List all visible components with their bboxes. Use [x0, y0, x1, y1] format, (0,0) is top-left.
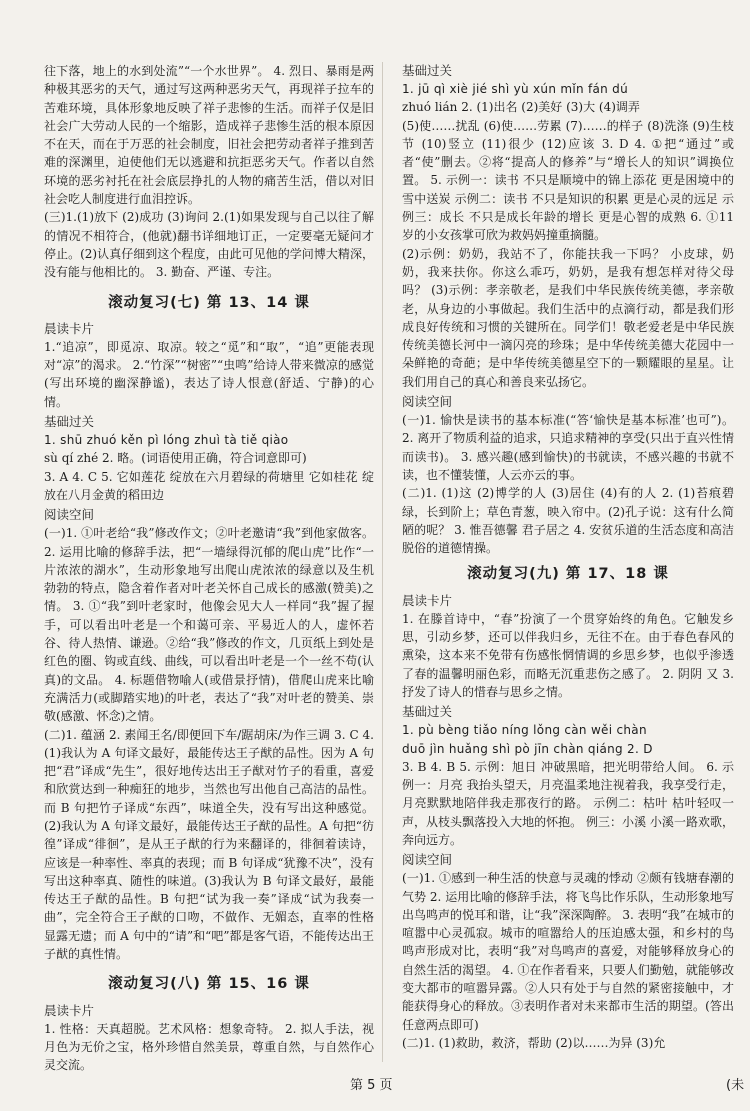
intro-paragraph-2: (三)1.(1)放下 (2)成功 (3)询问 2.(1)如果发现与自己以往了解的情况不相符合，(他就)翻书详细地订正，一定要毫无疑问才停止。(2)认真仔细到这个程度，由此可见他的学问博大精深，没有能与他相比的。 3. 勤奋、严谨、专注。	[44, 210, 374, 280]
morning-card-label: 晨读卡片	[44, 320, 95, 336]
basic-label: 基础过关	[402, 63, 453, 78]
left-column	[44, 62, 374, 1073]
basic-text: 3. B 4. B 5. 示例：旭日 冲破黑暗，把光明带给人间。 6. 示例一：月亮 我抬头望天，月亮温柔地注视着我，我享受行走，月亮默默地陪伴我走那夜行的路。 示例二：枯叶 枯叶轻叹一声，从枝头飘落投入大地的怀抱。 例三：小溪 小溪一路欢歌，奔向远方。	[402, 759, 734, 847]
right-column	[402, 62, 734, 1053]
pinyin-line: 1. jū qì xiè jié shì yù xún mǐn fán dú	[402, 82, 628, 96]
pinyin-line: 1. pù bèng tiǎo níng lǒng càn wěi chàn	[402, 723, 647, 738]
basic-label: 基础过关	[44, 414, 95, 430]
section-title-9: 滚动复习(九) 第 17、18 课	[467, 566, 669, 583]
morning-card-text: 1. 性格：天真超脱。艺术风格：想象奇特。 2. 拟人手法，视月色为无价之宝，格外珍惜自然美景，尊重自然，与自然作心灵交流。	[44, 1021, 374, 1073]
morning-card-label: 晨读卡片	[44, 1002, 95, 1018]
reading-label: 阅读空间	[402, 394, 453, 410]
page-number: 第 5 页	[350, 1078, 393, 1093]
basic-text: (2)示例：奶奶，我站不了，你能扶我一下吗？ 小皮球，奶奶，我来扶你。你这么乖巧，奶奶，是我有想怎样对待父母吗？ (3)示例：孝亲敬老，是我们中华民族传统美德，孝亲敬老，从身边的小事做起。我们生活中的点滴行动，都是我们形成良好传统和习惯的关键所在。同学们！敬老爱老是中华民族传统美德长河中一滴闪亮的珍珠；是中华传统美德大花园中一朵鲜艳的奇葩；是中华传统美德星空下的一颗耀眼的星星。让我们用自己的真心和善良来弘扬它。	[402, 246, 734, 389]
basic-text: (5)使……扰乱 (6)使……劳累 (7)……的样子 (8)洗涤 (9)生枝节 (10)竖立 (11)很少 (12)应该 3. D 4. ①把“通过”或者“使”删去。②将“提高人的修养”与“增长人的知识”调换位置。 5. 示例一：读书 不只是顺境中的锦上添花 更是困境中的雪中送炭 示例二：读书 不只是知识的积累 更是心灵的远足 示例三：成长 不只是成长年龄的增长 更是心智的成熟 6. ①11 岁的小女孩掌可欣为救妈妈撞重摘髓。	[402, 118, 734, 243]
pinyin-line: zhuó lián 2. (1)出名 (2)美好 (3)大 (4)调弄	[402, 100, 640, 115]
pinyin-line: sù qí zhé 2. 略。(词语使用正确，符合词意即可)	[44, 451, 307, 466]
morning-card-text: 1. 在滕首诗中，“春”扮演了一个贯穿始终的角色。它触发乡思，引动乡梦，还可以伴我归乡，无往不在。由于春色春风的熏染，这本来不免带有伤感怅惘情调的乡思乡梦，也似乎渗透了春的温馨明丽色彩，而略无沉重悲伤之感了。 2. 阴阴 又 3. 抒发了诗人的惜春与思乡之情。	[402, 611, 734, 699]
reading-part2: (二)1. (1)这 (2)博学的人 (3)居住 (4)有的人 2. (1)苔痕碧绿，长到阶上；草色青葱，映入帘中。(2)孔子说：这有什么简陋的呢？ 3. 惟吾德馨 君子居之 4. 安贫乐道的生活态度和高洁脱俗的道德情操。	[402, 486, 734, 556]
reading-text: (一)1. ①感到一种生活的快意与灵魂的悸动 ②颇有钱塘春潮的气势 2. 运用比喻的修辞手法，将飞鸟比作乐队，生动形象地写出鸟鸣声的悦耳和谐，让“我”深深陶醉。 3. 表明“我”在城市的喧嚣中心灵孤寂。城市的喧嚣给人的压迫感太强，和乡村的鸟鸣声形成对比，表明“我”对鸟鸣声的喜爱，对能够释放身心的自然生活的渴望。 4. ①在作者看来，只要人们勤勉，就能够改变大都市的喧嚣异露。②人只有处于与自然的紧密接触中，才能获得身心的释放。③表明作者对未来都市生活的期望。(答出任意两点即可)	[402, 871, 734, 1032]
reading-label: 阅读空间	[402, 852, 453, 868]
reading-label: 阅读空间	[44, 507, 95, 523]
morning-card-text: 1.“追凉”，即觅凉、取凉。较之“觅”和“取”，“追”更能表现对“凉”的渴求。 2.“竹深”“树密”“虫鸣”给诗人带来微凉的感觉(写出环境的幽深静谧)，表达了诗人恨意(舒适、宁静)的心情。	[44, 339, 374, 409]
morning-card-label: 晨读卡片	[402, 592, 453, 608]
pinyin-line: duō jìn huǎng shì pò jīn chàn qiáng 2. D	[402, 741, 653, 756]
basic-text: 3. A 4. C 5. 它如莲花 绽放在六月碧绿的荷塘里 它如桂花 绽放在八月金黄的稻田边	[44, 469, 374, 502]
reading-part2: (二)1. 蕴涵 2. 素闻王名/即便回下车/踞胡床/为作三调 3. C 4. (1)我认为 A 句译文最好，最能传达王子猷的品性。因为 A 句把“君”译成“先生”，很好地传达出王子猷对竹子的看重，喜爱和欣赏达到一种痴狂的地步，当然也写出他自己高洁的品性。而 B 句把竹子译成“东西”，味道全失，没有写出这种感觉。(2)我认为 A 句译文最好，最能传达王子猷的品性。A 句把“彷徨”译成“徘徊”，是从王子猷的行为来翻译的，徘徊着读诗，应该是一种率性、率真的表现；而 B 句译成“犹豫不决”，没有写出这种率真、随性的味道。(3)我认为 B 句译文最好，最能传达王子猷的品性。B 句把“试为我一奏”译成“试为我奏一曲”，完全符合王子猷的口吻，不做作、无媚态，直率的性格显露无遗；而 A 句中的“请”和“吧”都是客气语，不能传达出王子猷的真性情。	[44, 727, 374, 962]
section-title-8: 滚动复习(八) 第 15、16 课	[108, 976, 310, 993]
continued-marker: (未	[726, 1078, 745, 1093]
section-title-7: 滚动复习(七) 第 13、14 课	[108, 294, 310, 311]
reading-text: (一)1. 愉快是读书的基本标准(“答‘愉快是基本标准’也可”)。 2. 离开了物质利益的追求，只追求精神的享受(只出于直兴性情而读书)。 3. 感兴趣(感到愉快)的书就读，不感兴趣的书就不读，也不懂装懂，人云亦云的事。	[402, 413, 734, 482]
column-divider	[382, 62, 383, 1062]
pinyin-line: 1. shū zhuó kěn pì lóng zhuì tà tiě qiào	[44, 433, 289, 448]
basic-label: 基础过关	[402, 704, 453, 720]
reading-part2: (二)1. (1)救助，救济，帮助 (2)以……为异 (3)允	[402, 1035, 666, 1050]
page-footer	[0, 1074, 750, 1098]
reading-text: (一)1. ①叶老给“我”修改作文；②叶老邀请“我”到他家做客。 2. 运用比喻的修辞手法，把“一墙绿得沉郁的爬山虎”比作“一片浓浓的湖水”，生动形象地写出爬山虎浓浓的绿意以及生机勃勃的特点，隐含着作者对叶老关怀自己成长的感激(赞美)之情。 3. ①“我”到叶老家时，他像会见大人一样同“我”握了握手，可以看出叶老是一个和蔼可亲、平易近人的人，虚怀若谷、待人热情、谦逊。②给“我”修改的作文，几页纸上到处是红色的圈、钩或直线、曲线，可以看出叶老是一个一丝不苟(认真)的文品。 4. 标题借物喻人(或借景抒情)，借爬山虎来比喻充满活力(或脚踏实地)的叶老，表达了“我”对叶老的赞美、崇敬(感激、怀念)之情。	[44, 526, 374, 724]
intro-paragraph-1: 往下落，地上的水到处流”“一个水世界”。 4. 烈日、暴雨是两种极其恶劣的天气，通过写这两种恶劣天气，再现祥子拉车的苦难环境，具体形象地反映了祥子悲惨的生活。而祥子仅是旧社会广大劳动人民的一个缩影，造成祥子悲惨生活的根本原因不在天，而在于万恶的社会制度，旧社会把劳动者祥子推到苦难的深渊里，迫使他们无以逃避和抗拒恶劣天气。作者以自然环境的恶劣衬托在社会底层挣扎的人物的痛苦生活，借以对旧社会吃人制度进行血泪控诉。	[44, 64, 374, 207]
